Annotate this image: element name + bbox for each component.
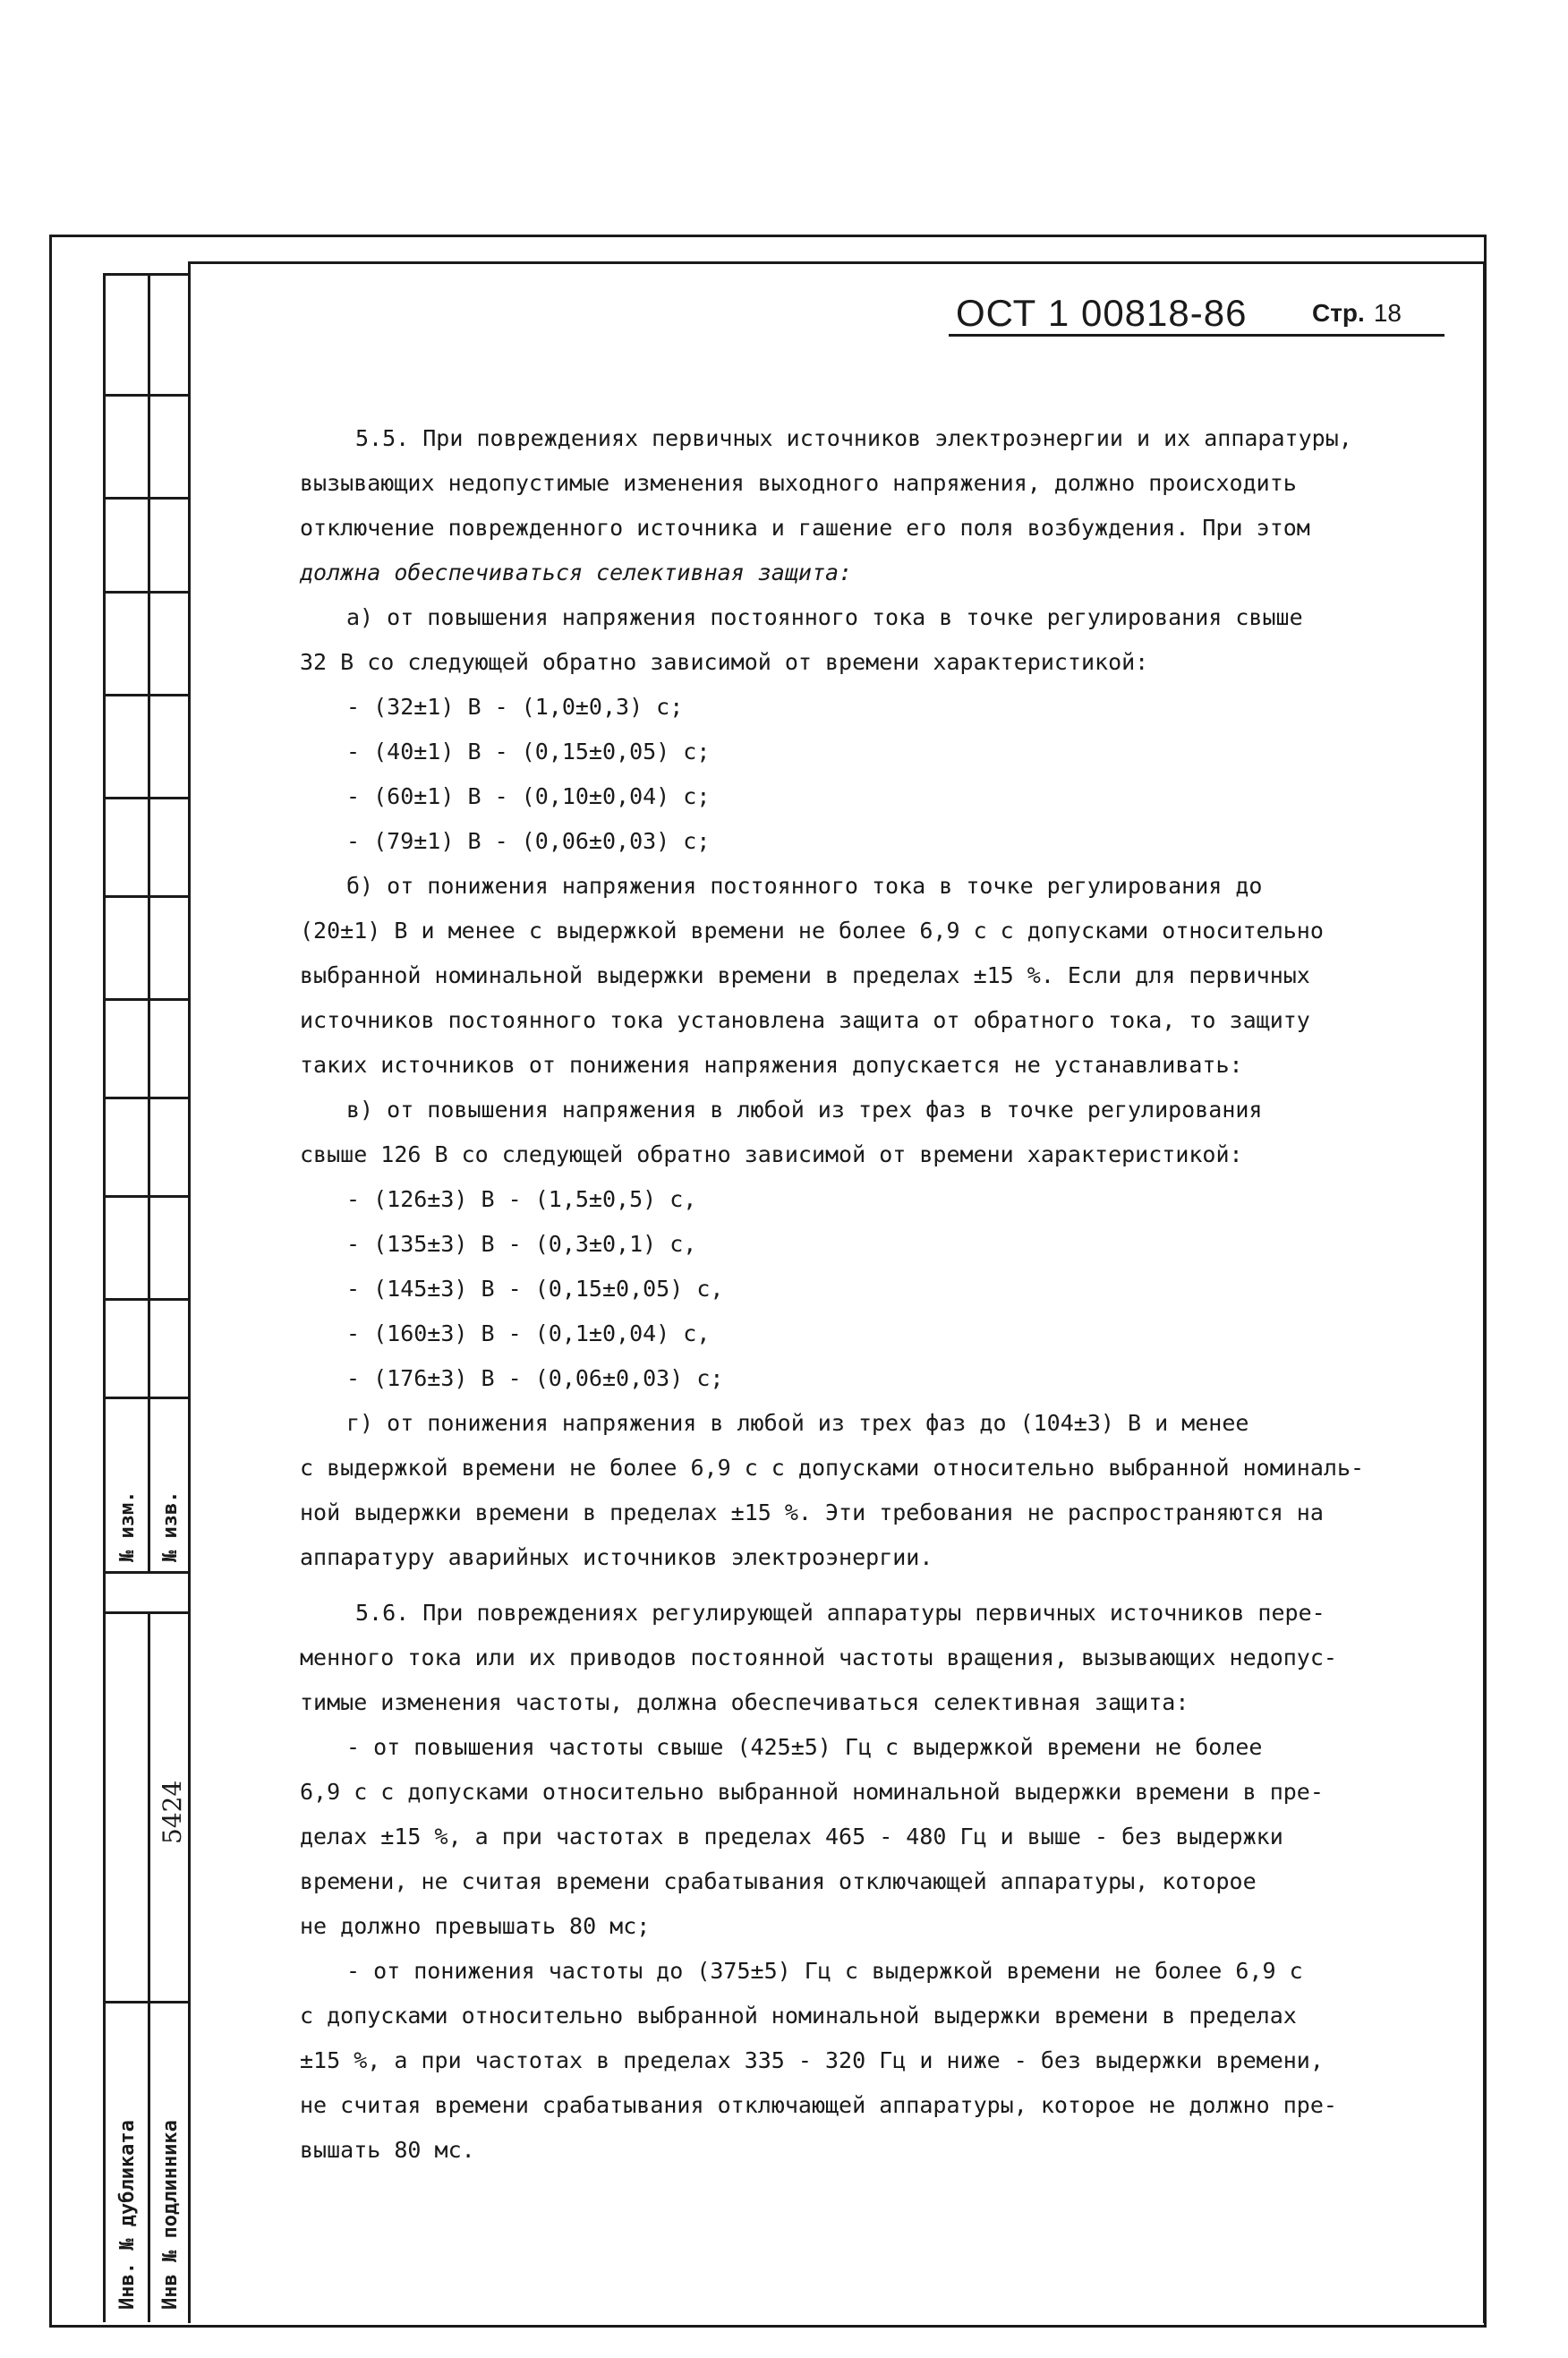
text-line: - (135±3) В - (0,3±0,1) с, <box>346 1231 697 1257</box>
text-line: ной выдержки времени в пределах ±15 %. Эти требования не распространяются на <box>300 1499 1324 1525</box>
stamp-row <box>103 797 189 799</box>
stamp-row <box>103 694 189 696</box>
text-line: - (40±1) В - (0,15±0,05) с; <box>346 739 711 765</box>
text-line: делах ±15 %, а при частотах в пределах 465 - 480 Гц и выше - без выдержки <box>300 1824 1283 1850</box>
text-line: 6,9 с с допусками относительно выбранной номинальной выдержки времени в пре- <box>300 1779 1324 1805</box>
stamp-divider-3 <box>148 1611 150 2322</box>
text-line: должна обеспечиваться селективная защита: <box>300 560 853 585</box>
text-line: 5.5. При повреждениях первичных источников электроэнергии и их аппаратуры, <box>355 425 1352 451</box>
stamp-row <box>103 998 189 1001</box>
header-underline <box>949 334 1444 337</box>
text-line: вызывающих недопустимые изменения выходного напряжения, должно происходить <box>300 470 1297 496</box>
text-line: - (32±1) В - (1,0±0,3) с; <box>346 694 684 720</box>
text-line: не должно превышать 80 мс; <box>300 1913 651 1939</box>
stamp-row <box>103 2001 189 2003</box>
text-line: - от понижения частоты до (375±5) Гц с выдержкой времени не более 6,9 с <box>346 1958 1303 1984</box>
text-line: - (176±3) В - (0,06±0,03) с; <box>346 1365 724 1391</box>
text-line: выбранной номинальной выдержки времени в пределах ±15 %. Если для первичных <box>300 962 1310 988</box>
stamp-row <box>103 1611 189 1614</box>
text-line: с допусками относительно выбранной номинальной выдержки времени в пределах <box>300 2003 1297 2029</box>
text-line: ±15 %, а при частотах в пределах 335 - 320 Гц и ниже - без выдержки времени, <box>300 2047 1324 2073</box>
text-line: источников постоянного тока установлена защита от обратного тока, то защиту <box>300 1007 1310 1033</box>
text-line: отключение поврежденного источника и гашение его поля возбуждения. При этом <box>300 515 1310 541</box>
stamp-top-line <box>103 273 189 276</box>
text-line: (20±1) В и менее с выдержкой времени не более 6,9 с с допусками относительно <box>300 918 1324 944</box>
text-line: тимые изменения частоты, должна обеспечиваться селективная защита: <box>300 1689 1189 1715</box>
text-line: аппаратуру аварийных источников электроэнергии. <box>300 1544 933 1570</box>
stamp-row <box>103 895 189 898</box>
text-line: времени, не считая времени срабатывания отключающей аппаратуры, которое <box>300 1868 1257 1894</box>
stamp-row <box>103 1195 189 1198</box>
text-line: а) от повышения напряжения постоянного тока в точке регулирования свыше <box>346 604 1303 630</box>
page-label: Стр. <box>1312 299 1365 327</box>
text-line: - (145±3) В - (0,15±0,05) с, <box>346 1276 724 1302</box>
text-line: - (160±3) В - (0,1±0,04) с, <box>346 1320 711 1346</box>
document-body <box>300 416 1436 2173</box>
stamp-row <box>103 1571 189 1574</box>
text-line: вышать 80 мс. <box>300 2137 475 2163</box>
page-number: 18 <box>1373 299 1402 327</box>
text-line: б) от понижения напряжения постоянного тока в точке регулирования до <box>346 873 1263 899</box>
text-line: - (79±1) В - (0,06±0,03) с; <box>346 828 711 854</box>
stamp-izm-label: № изм. <box>116 1491 139 1562</box>
stamp-original-number: 5424 <box>158 1780 187 1844</box>
stamp-duplicate-label: Инв. № дубликата <box>116 2120 139 2310</box>
stamp-original-label: Инв № подлинника <box>159 2120 182 2310</box>
text-line: таких источников от понижения напряжения допускается не устанавливать: <box>300 1052 1243 1078</box>
text-line: 5.6. При повреждениях регулирующей аппаратуры первичных источников пере- <box>355 1600 1325 1626</box>
stamp-izv-label: № изв. <box>159 1491 182 1562</box>
stamp-divider-2 <box>148 273 150 1571</box>
text-line: с выдержкой времени не более 6,9 с с допусками относительно выбранной номиналь- <box>300 1455 1365 1481</box>
stamp-row <box>103 1298 189 1301</box>
text-line: 32 В со следующей обратно зависимой от времени характеристикой: <box>300 649 1149 675</box>
text-line <box>300 1580 1436 1591</box>
text-line: - (60±1) В - (0,10±0,04) с; <box>346 783 711 809</box>
document-code: ОСТ 1 00818-86 <box>956 292 1248 334</box>
stamp-row <box>103 497 189 500</box>
text-line: в) от повышения напряжения в любой из трех фаз в точке регулирования <box>346 1097 1263 1123</box>
page-indicator <box>1312 299 1402 328</box>
stamp-row <box>103 394 189 397</box>
stamp-row <box>103 1397 189 1399</box>
stamp-row <box>103 591 189 594</box>
text-line: менного тока или их приводов постоянной частоты вращения, вызывающих недопус- <box>300 1645 1337 1670</box>
text-line: не считая времени срабатывания отключающей аппаратуры, которое не должно пре- <box>300 2092 1337 2118</box>
text-line: г) от понижения напряжения в любой из трех фаз до (104±3) В и менее <box>346 1410 1249 1436</box>
text-line: - от повышения частоты свыше (425±5) Гц с выдержкой времени не более <box>346 1734 1263 1760</box>
stamp-row <box>103 1097 189 1099</box>
text-line: свыше 126 В со следующей обратно зависимой от времени характеристикой: <box>300 1141 1243 1167</box>
text-line: - (126±3) В - (1,5±0,5) с, <box>346 1186 697 1212</box>
